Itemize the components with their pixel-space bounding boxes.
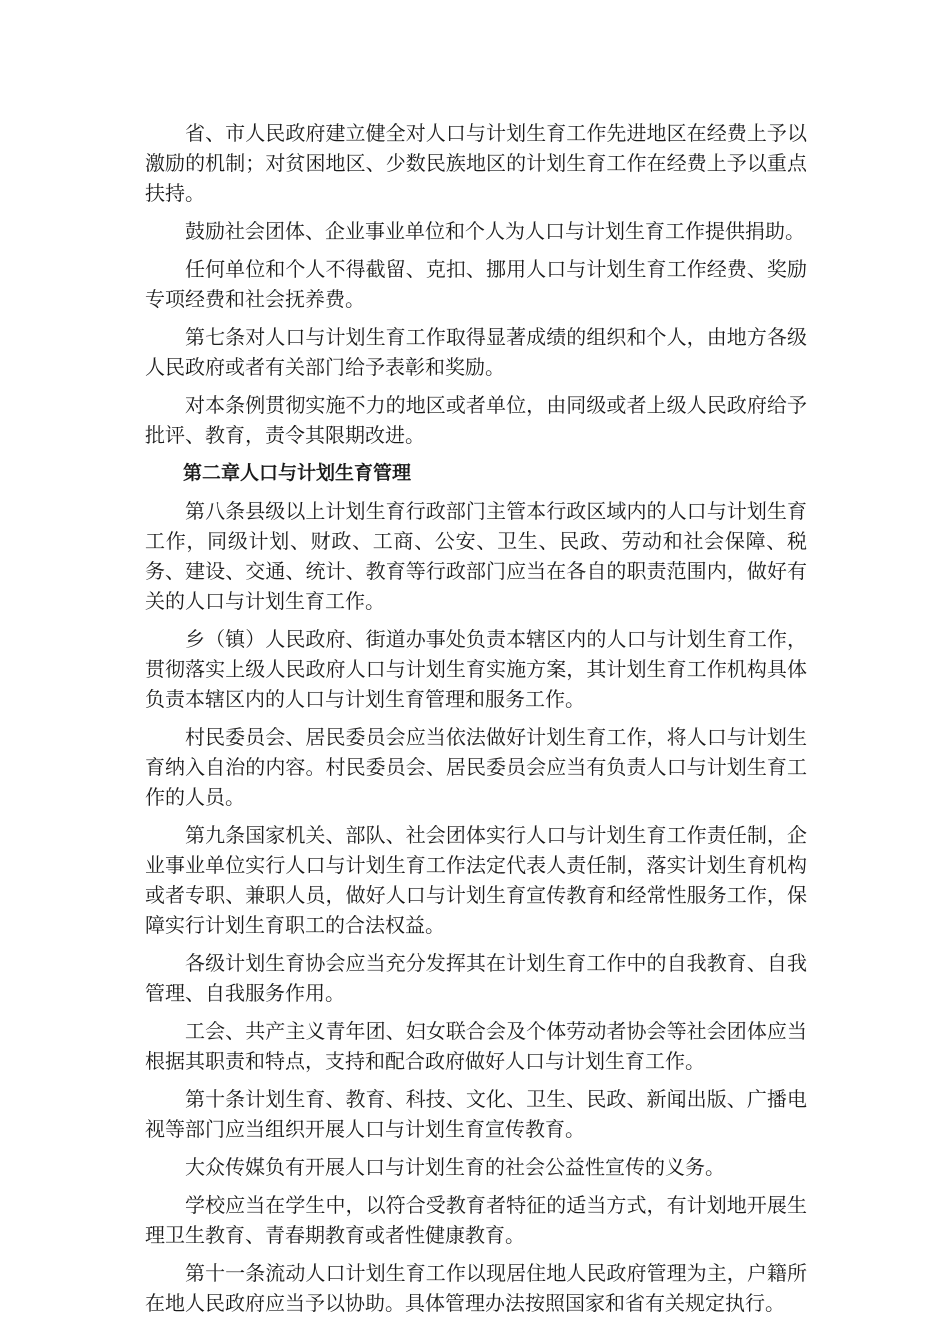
paragraph-9: 村民委员会、居民委员会应当依法做好计划生育工作，将人口与计划生育纳入自治的内容。村民委员会、居民委员会应当有负责人口与计划生育工作的人员。 xyxy=(145,725,807,809)
paragraph-12: 工会、共产主义青年团、妇女联合会及个体劳动者协会等社会团体应当根据其职责和特点，支持和配合政府做好人口与计划生育工作。 xyxy=(145,1019,807,1073)
paragraph-14: 大众传媒负有开展人口与计划生育的社会公益性宣传的义务。 xyxy=(185,1155,725,1179)
paragraph-1: 省、市人民政府建立健全对人口与计划生育工作先进地区在经费上予以激励的机制；对贫困地区、少数民族地区的计划生育工作在经费上予以重点扶持。 xyxy=(145,121,807,205)
chapter-heading: 第二章人口与计划生育管理 xyxy=(183,462,412,484)
paragraph-article-10: 第十条计划生育、教育、科技、文化、卫生、民政、新闻出版、广播电视等部门应当组织开展人口与计划生育宣传教育。 xyxy=(145,1087,807,1141)
paragraph-article-8: 第八条县级以上计划生育行政部门主管本行政区域内的人口与计划生育工作，同级计划、财政、工商、公安、卫生、民政、劳动和社会保障、税务、建设、交通、统计、教育等行政部门应当在各自的职责范围内，做好有关的人口与计划生育工作。 xyxy=(145,499,807,613)
paragraph-5: 对本条例贯彻实施不力的地区或者单位，由同级或者上级人民政府给予批评、教育，责令其限期改进。 xyxy=(145,393,807,447)
paragraph-article-11: 第十一条流动人口计划生育工作以现居住地人民政府管理为主，户籍所在地人民政府应当予以协助。具体管理办法按照国家和省有关规定执行。 xyxy=(145,1261,807,1315)
paragraph-8: 乡（镇）人民政府、街道办事处负责本辖区内的人口与计划生育工作，贯彻落实上级人民政府人口与计划生育实施方案，其计划生育工作机构具体负责本辖区内的人口与计划生育管理和服务工作。 xyxy=(145,627,807,711)
paragraph-11: 各级计划生育协会应当充分发挥其在计划生育工作中的自我教育、自我管理、自我服务作用。 xyxy=(145,951,807,1005)
paragraph-article-9: 第九条国家机关、部队、社会团体实行人口与计划生育工作责任制，企业事业单位实行人口与计划生育工作法定代表人责任制，落实计划生育机构或者专职、兼职人员，做好人口与计划生育宣传教育和经常性服务工作，保障实行计划生育职工的合法权益。 xyxy=(145,823,807,937)
document-body xyxy=(145,118,807,1326)
paragraph-article-7: 第七条对人口与计划生育工作取得显著成绩的组织和个人，由地方各级人民政府或者有关部门给予表彰和奖励。 xyxy=(145,325,807,379)
paragraph-15: 学校应当在学生中，以符合受教育者特征的适当方式，有计划地开展生理卫生教育、青春期教育或者性健康教育。 xyxy=(145,1193,807,1247)
paragraph-3: 任何单位和个人不得截留、克扣、挪用人口与计划生育工作经费、奖励专项经费和社会抚养费。 xyxy=(145,257,807,311)
paragraph-2: 鼓励社会团体、企业事业单位和个人为人口与计划生育工作提供捐助。 xyxy=(185,219,805,243)
